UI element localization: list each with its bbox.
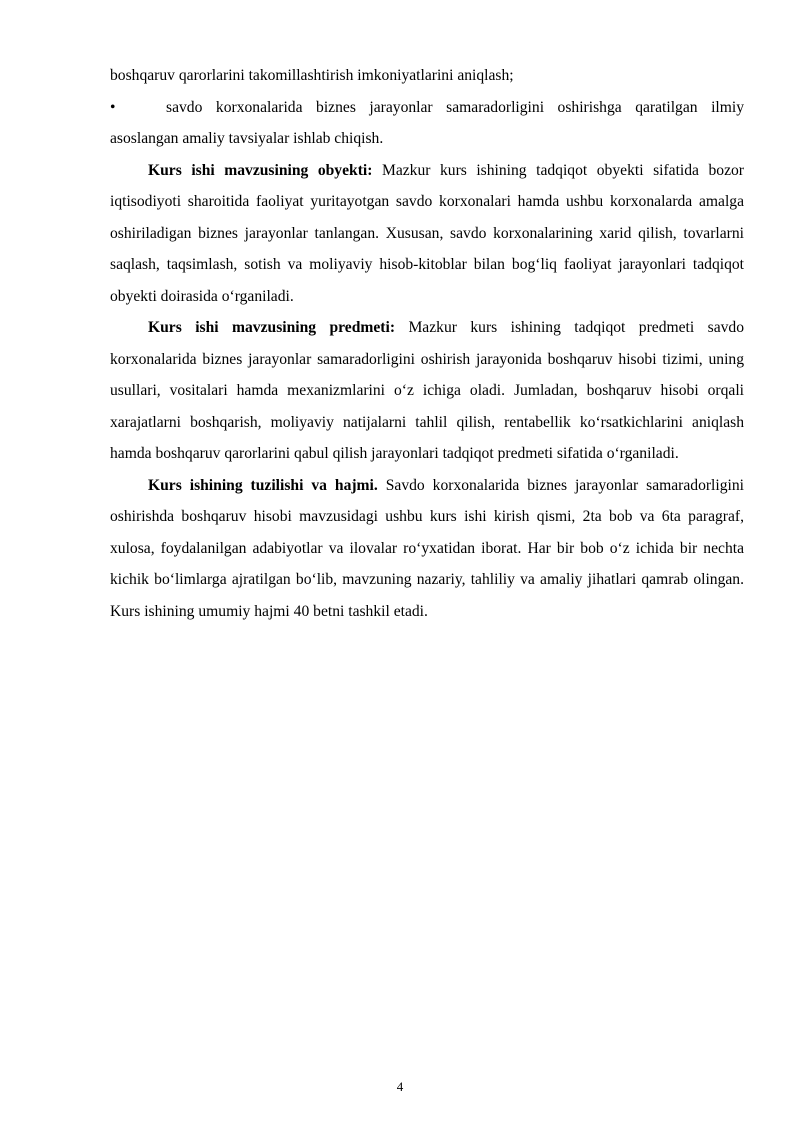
bullet-list-item <box>110 92 744 155</box>
paragraph-structure-lead: Kurs ishining tuzilishi va hajmi. <box>148 476 378 494</box>
paragraph-subject-lead: Kurs ishi mavzusining predmeti: <box>148 319 396 336</box>
paragraph-object-body: Mazkur kurs ishining tadqiqot obyekti sifatida bozor iqtisodiyoti sharoitida faoliyat yuritayotgan savdo korxonalari hamda ushbu korxonalarda amalga oshiriladigan biznes jarayonlar tanlangan. Xususan, savdo korxonalarining xarid qilish, tovarlarni saqlash, taqsimlash, sotish va moliyaviy hisob-kitoblar bilan bog‘liq faoliyat jarayonlari tadqiqot obyekti doirasida o‘rganiladi. <box>110 161 744 305</box>
paragraph-structure <box>110 470 744 628</box>
bullet-icon: • <box>110 98 116 116</box>
paragraph-structure-body: Savdo korxonalarida biznes jarayonlar samaradorligini oshirishda boshqaruv hisobi mavzusidagi ushbu kurs ishi kirish qismi, 2ta bob va 6ta paragraf, xulosa, foydalanilgan adabiyotlar va ilovalar ro‘yxatidan iborat. Har bir bob o‘z ichida bir nechta kichik bo‘limlarga ajratilgan bo‘lib, mavzuning nazariy, tahliliy va amaliy jihatlari qamrab olingan. Kurs ishining umumiy hajmi 40 betni tashkil etadi. <box>110 476 744 620</box>
paragraph-subject-body: Mazkur kurs ishining tadqiqot predmeti savdo korxonalarida biznes jarayonlar samaradorligini oshirish jarayonida boshqaruv hisobi tizimi, uning usullari, vositalari hamda mexanizmlarini o‘z ichiga oladi. Jumladan, boshqaruv hisobi orqali xarajatlarni boshqarish, moliyaviy natijalarni tahlil qilish, rentabellik ko‘rsatkichlarini aniqlash hamda boshqaruv qarorlarini qabul qilish jarayonlari tadqiqot predmeti sifatida o‘rganiladi. <box>110 319 745 462</box>
paragraph-object <box>110 155 744 313</box>
page-number: 4 <box>396 1079 404 1094</box>
paragraph-closing-line: boshqaruv qarorlarini takomillashtirish imkoniyatlarini aniqlash; <box>110 67 514 84</box>
paragraph-subject <box>110 312 744 470</box>
paragraph-object-lead: Kurs ishi mavzusining obyekti: <box>148 161 373 179</box>
page-content <box>110 60 744 627</box>
bullet-item-text: savdo korxonalarida biznes jarayonlar samaradorligini oshirishga qaratilgan ilmiy asoslangan amaliy tavsiyalar ishlab chiqish. <box>110 98 744 147</box>
